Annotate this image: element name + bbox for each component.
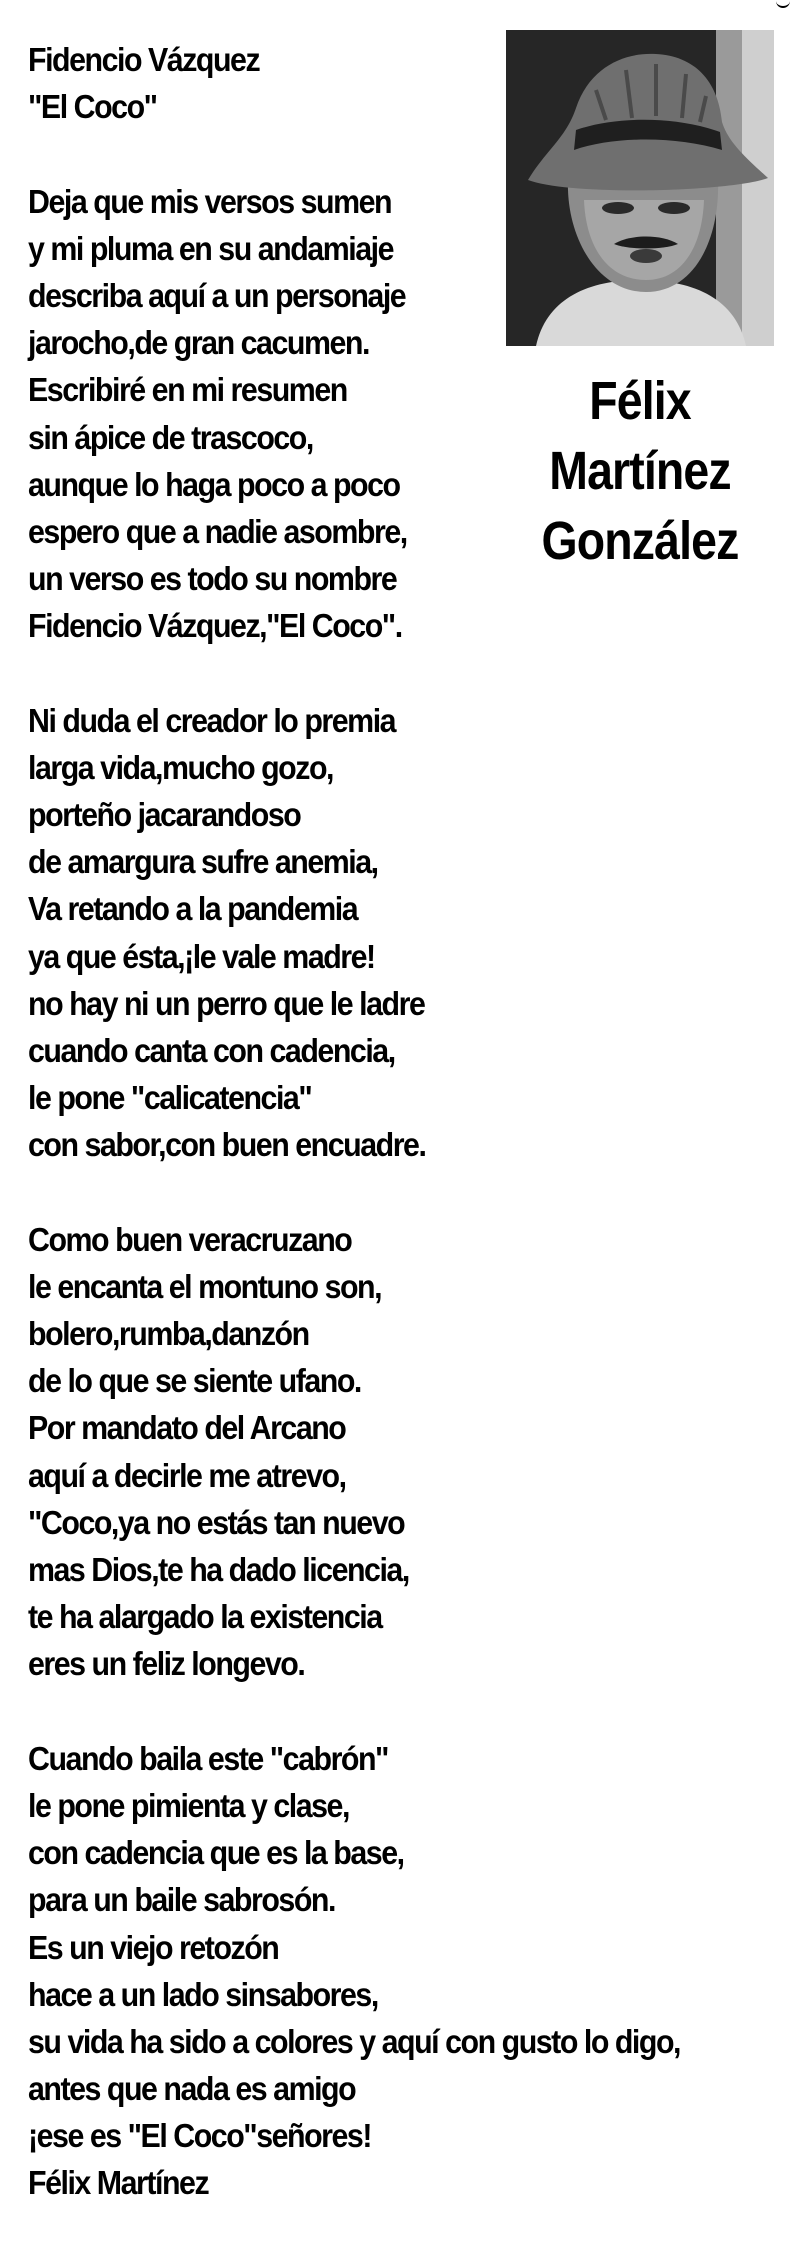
verse-line: espero que a nadie asombre, (28, 512, 407, 550)
verse-line: para un baile sabrosón. (28, 1881, 335, 1919)
verse-line: Cuando baila este "cabrón" (28, 1739, 388, 1777)
poem-title-line: Fidencio Vázquez (28, 41, 260, 78)
verse-line: ¡ese es "El Coco"señores! (28, 2117, 371, 2155)
verse-line: ya que ésta,¡le vale madre! (28, 937, 375, 975)
verse-line: antes que nada es amigo (28, 2070, 356, 2108)
verse-line: Por mandato del Arcano (28, 1409, 346, 1447)
verse-line: porteño jacarandoso (28, 796, 301, 833)
verse-line: sin ápice de trascoco, (28, 418, 313, 456)
verse-line: Va retando a la pandemia (28, 890, 358, 928)
verse-line: y mi pluma en su andamiaje (28, 229, 393, 267)
poem (28, 36, 709, 2207)
verse-line: aunque lo haga poco a poco (28, 465, 400, 503)
verse-line: le encanta el montuno son, (28, 1267, 382, 1305)
stanza-gap (28, 1688, 709, 1735)
verse-line: hace a un lado sinsabores, (28, 1975, 378, 2013)
verse-line: Es un viejo retozón (28, 1928, 279, 1966)
verse-line: Deja que mis versos sumen (28, 182, 392, 220)
stanza-4 (28, 1735, 709, 2207)
verse-line: Como buen veracruzano (28, 1220, 352, 1258)
verse-line: le pone pimienta y clase, (28, 1786, 349, 1824)
stanza-3 (28, 1216, 709, 1688)
stanza-gap (28, 649, 709, 696)
verse-line: bolero,rumba,danzón (28, 1315, 309, 1353)
author-portrait-photo (506, 30, 774, 346)
author-name-line: Martínez (549, 441, 731, 501)
author-name-line: Félix (589, 371, 691, 431)
verse-line: con sabor,con buen encuadre. (28, 1126, 426, 1164)
verse-line: describa aquí a un personaje (28, 276, 406, 314)
author-name-line: González (541, 511, 739, 571)
poem-signature: Félix Martínez (28, 2164, 209, 2202)
verse-line: Fidencio Vázquez,"El Coco". (28, 607, 402, 645)
verse-line: eres un feliz longevo. (28, 1645, 305, 1683)
verse-line: "Coco,ya no estás tan nuevo (28, 1503, 405, 1541)
verse-line: de lo que se siente ufano. (28, 1362, 361, 1400)
stanza-gap (28, 1169, 709, 1216)
verse-line: jarocho,de gran cacumen. (28, 324, 369, 362)
verse-line: de amargura sufre anemia, (28, 843, 378, 881)
verse-line: larga vida,mucho gozo, (28, 748, 334, 786)
verse-line: con cadencia que es la base, (28, 1834, 404, 1872)
verse-line: le pone "calicatencia" (28, 1079, 312, 1117)
stanza-2 (28, 697, 709, 1169)
author-name (525, 366, 755, 576)
verse-line: cuando canta con cadencia, (28, 1031, 395, 1069)
page-corner-mark (776, 0, 790, 8)
verse-line: su vida ha sido a colores y aquí con gusto lo digo, (28, 2022, 681, 2060)
poem-title-line: "El Coco" (28, 88, 157, 126)
verse-line: mas Dios,te ha dado licencia, (28, 1551, 409, 1588)
verse-line: no hay ni un perro que le ladre (28, 984, 425, 1022)
verse-line: te ha alargado la existencia (28, 1598, 382, 1636)
verse-line: un verso es todo su nombre (28, 560, 397, 598)
portrait-illustration (506, 30, 774, 346)
verse-line: aquí a decirle me atrevo, (28, 1456, 346, 1494)
verse-line: Escribiré en mi resumen (28, 371, 347, 409)
verse-line: Ni duda el creador lo premia (28, 701, 396, 739)
